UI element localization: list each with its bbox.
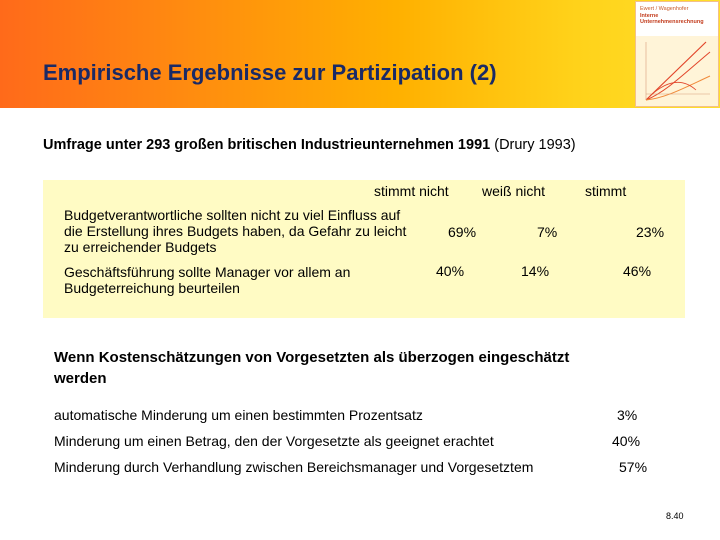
logo-title-line2: Unternehmensrechnung bbox=[640, 19, 704, 25]
estimate-value-1: 3% bbox=[617, 407, 638, 423]
survey-value-2-agree: 46% bbox=[623, 263, 652, 279]
estimate-value-3: 57% bbox=[619, 459, 648, 475]
subtitle-source: (Drury 1993) bbox=[494, 137, 576, 153]
estimate-value-2: 40% bbox=[612, 433, 641, 449]
survey-statement-2: Geschäftsführung sollte Manager vor allem an Budgeterreichung beurteilen bbox=[64, 264, 351, 296]
logo-text bbox=[640, 6, 704, 26]
column-header-disagree: stimmt nicht bbox=[374, 183, 449, 199]
column-header-agree: stimmt bbox=[585, 183, 627, 199]
survey-value-1-disagree: 69% bbox=[448, 224, 477, 240]
estimates-heading: Wenn Kostenschätzungen von Vorgesetzten als überzogen eingeschätzt werden bbox=[54, 349, 570, 387]
survey-value-1-agree: 23% bbox=[636, 224, 665, 240]
logo-authors: Ewert / Wagenhofer bbox=[640, 6, 689, 12]
page-number: 8.40 bbox=[666, 511, 684, 521]
survey-value-2-disagree: 40% bbox=[436, 263, 465, 279]
slide-title: Empirische Ergebnisse zur Partizipation (2) bbox=[43, 60, 497, 85]
survey-value-2-dont-know: 14% bbox=[521, 263, 550, 279]
survey-value-1-dont-know: 7% bbox=[537, 224, 558, 240]
book-logo bbox=[636, 2, 718, 106]
logo-title-line1: Interne bbox=[640, 12, 659, 19]
header-band bbox=[0, 0, 720, 108]
subtitle-main: Umfrage unter 293 großen britischen Industrieunternehmen 1991 bbox=[43, 137, 491, 153]
estimate-item-3: Minderung durch Verhandlung zwischen Bereichsmanager und Vorgesetztem bbox=[54, 459, 534, 475]
survey-subtitle bbox=[43, 137, 576, 153]
column-header-dont-know: weiß nicht bbox=[482, 183, 546, 199]
estimate-item-2: Minderung um einen Betrag, den der Vorgesetzte als geeignet erachtet bbox=[54, 433, 494, 449]
estimate-item-1: automatische Minderung um einen bestimmten Prozentsatz bbox=[54, 407, 423, 423]
survey-statement-1: Budgetverantwortliche sollten nicht zu viel Einfluss auf die Erstellung ihres Budgets haben, da Gefahr zu leicht zu erreichender Budgets bbox=[64, 207, 407, 255]
